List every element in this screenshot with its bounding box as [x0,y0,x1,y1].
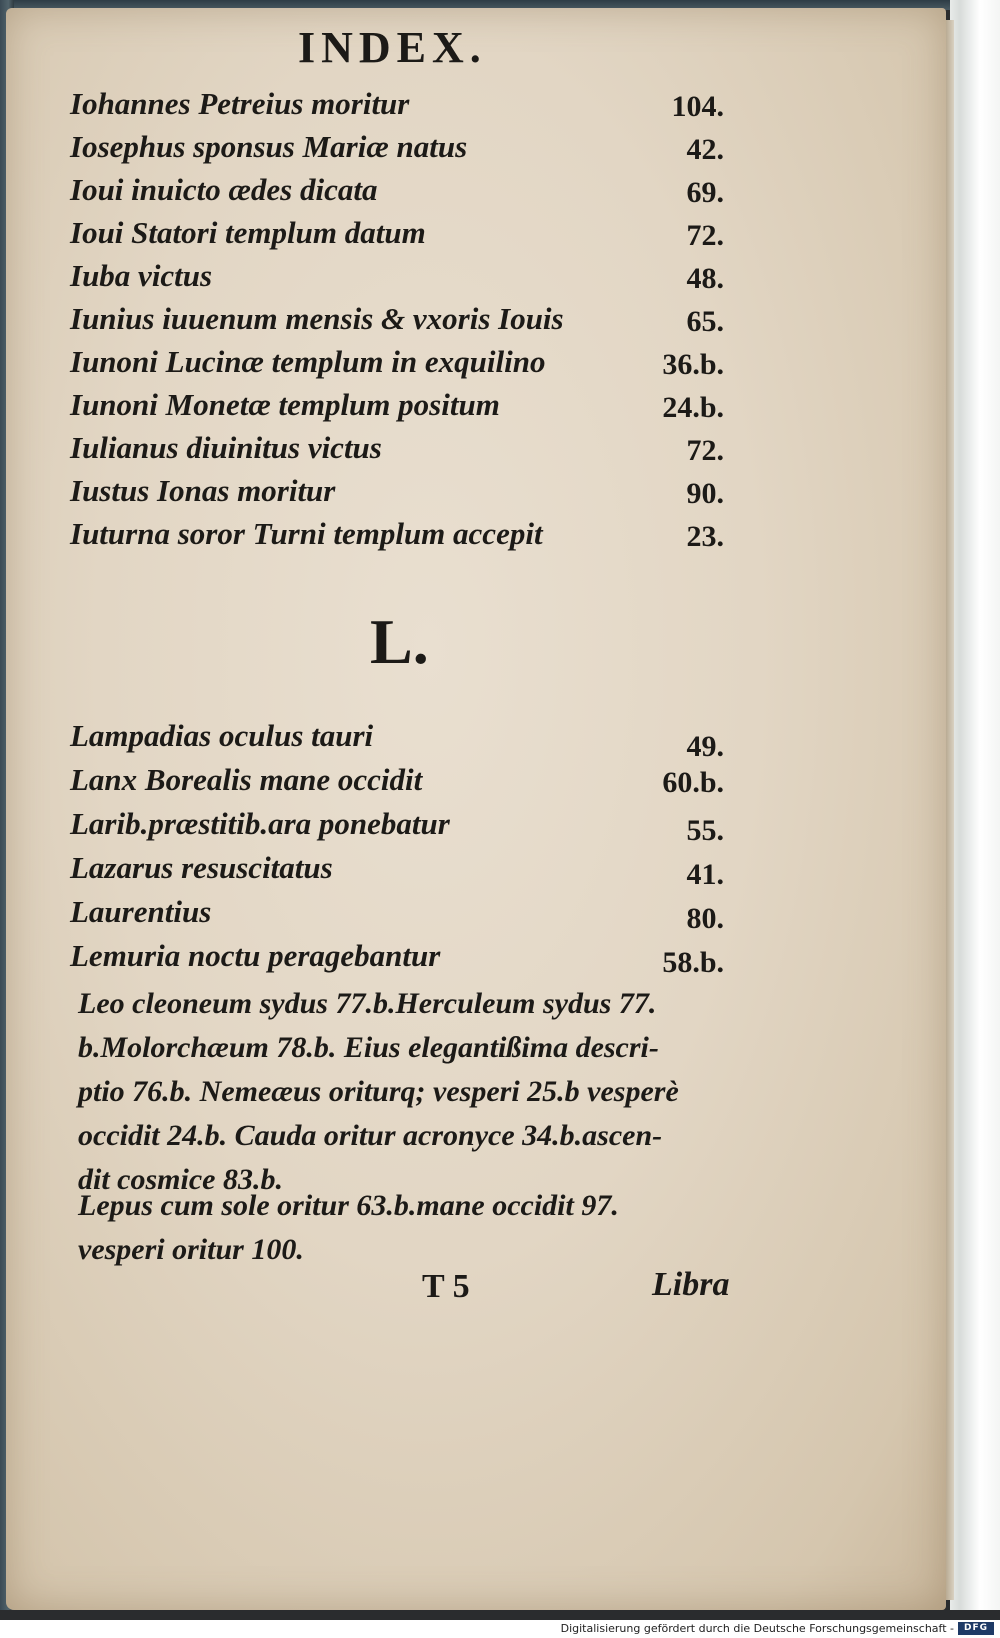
index-term: Larib.præstitib.ara ponebatur [70,806,450,841]
index-page-ref: 72. [686,219,724,252]
index-term: Lanx Borealis mane occidit [70,762,423,797]
index-entry [70,172,724,218]
index-entry [70,430,724,476]
index-page-ref: 69. [686,176,724,209]
index-entry [70,215,724,261]
index-term: Iunoni Lucinæ templum in exquilino [70,344,546,379]
index-entry [70,894,724,940]
index-term: Iuba victus [70,258,213,293]
dfg-logo: DFG [958,1622,994,1635]
paragraph-line: dit cosmice 83.b. [78,1163,283,1196]
index-page-ref: 72. [686,434,724,467]
paragraph-line: Leo cleoneum sydus 77.b.Herculeum sydus 77. [78,987,657,1020]
index-entry [70,344,724,390]
index-entry [70,86,724,132]
index-page-ref: 42. [686,133,724,166]
index-entry [70,938,724,984]
index-page-ref: 58.b. [662,946,724,979]
index-term: Ioui inuicto ædes dicata [70,172,378,207]
index-page-ref: 104. [671,90,724,123]
index-page-ref: 60.b. [662,766,724,799]
index-term: Iustus Ionas moritur [70,473,336,508]
section-letter: L. [370,606,429,677]
index-term: Iohannes Petreius moritur [70,86,410,121]
index-entry [70,806,724,852]
index-page-ref: 49. [686,730,724,763]
index-term: Iosephus sponsus Mariæ natus [70,129,468,164]
index-entry [70,762,724,808]
paragraph-line: ptio 76.b. Nemeæus oriturq; vesperi 25.b vesperè [78,1075,679,1108]
page-title: INDEX. [298,23,487,72]
index-term: Iuturna soror Turni templum accepit [70,516,543,551]
paragraph-line: b.Molorchæum 78.b. Eius elegantißima descri- [78,1031,659,1064]
index-page-ref: 24.b. [662,391,724,424]
index-entry [70,129,724,175]
index-page-ref: 90. [686,477,724,510]
index-entry [70,473,724,519]
index-entry [70,850,724,896]
paragraph-line: occidit 24.b. Cauda oritur acronyce 34.b.ascen- [78,1119,663,1152]
index-entry [70,258,724,304]
index-entry [70,301,724,347]
index-page-ref: 41. [686,858,724,891]
paragraph-line: Lepus cum sole oritur 63.b.mane occidit 97. [78,1189,619,1222]
page-edge [946,20,954,1600]
index-paragraph-lepus [78,1184,738,1272]
signature-mark: T 5 [422,1268,470,1305]
index-entry [70,516,724,562]
index-page-ref: 36.b. [662,348,724,381]
index-entry [70,718,724,764]
catchword: Libra [652,1266,730,1303]
scan-margin-right [950,0,1000,1610]
index-page-ref: 55. [686,814,724,847]
paragraph-line: vesperi oritur 100. [78,1233,304,1266]
index-paragraph-leo [78,982,738,1202]
index-page-ref: 23. [686,520,724,553]
index-term: Iunoni Monetæ templum positum [70,387,500,422]
index-term: Ioui Statori templum datum [70,215,426,250]
index-entry [70,387,724,433]
index-page-ref: 48. [686,262,724,295]
footer-credit: Digitalisierung gefördert durch die Deutsche Forschungsgemeinschaft - [560,1622,954,1635]
index-term: Iunius iuuenum mensis & vxoris Iouis [70,301,564,336]
index-page-ref: 80. [686,902,724,935]
index-term: Lemuria noctu peragebantur [70,938,441,973]
index-term: Lazarus resuscitatus [70,850,333,885]
index-page-ref: 65. [686,305,724,338]
index-term: Iulianus diuinitus victus [70,430,382,465]
index-term: Lampadias oculus tauri [70,718,374,753]
index-term: Laurentius [70,894,212,929]
